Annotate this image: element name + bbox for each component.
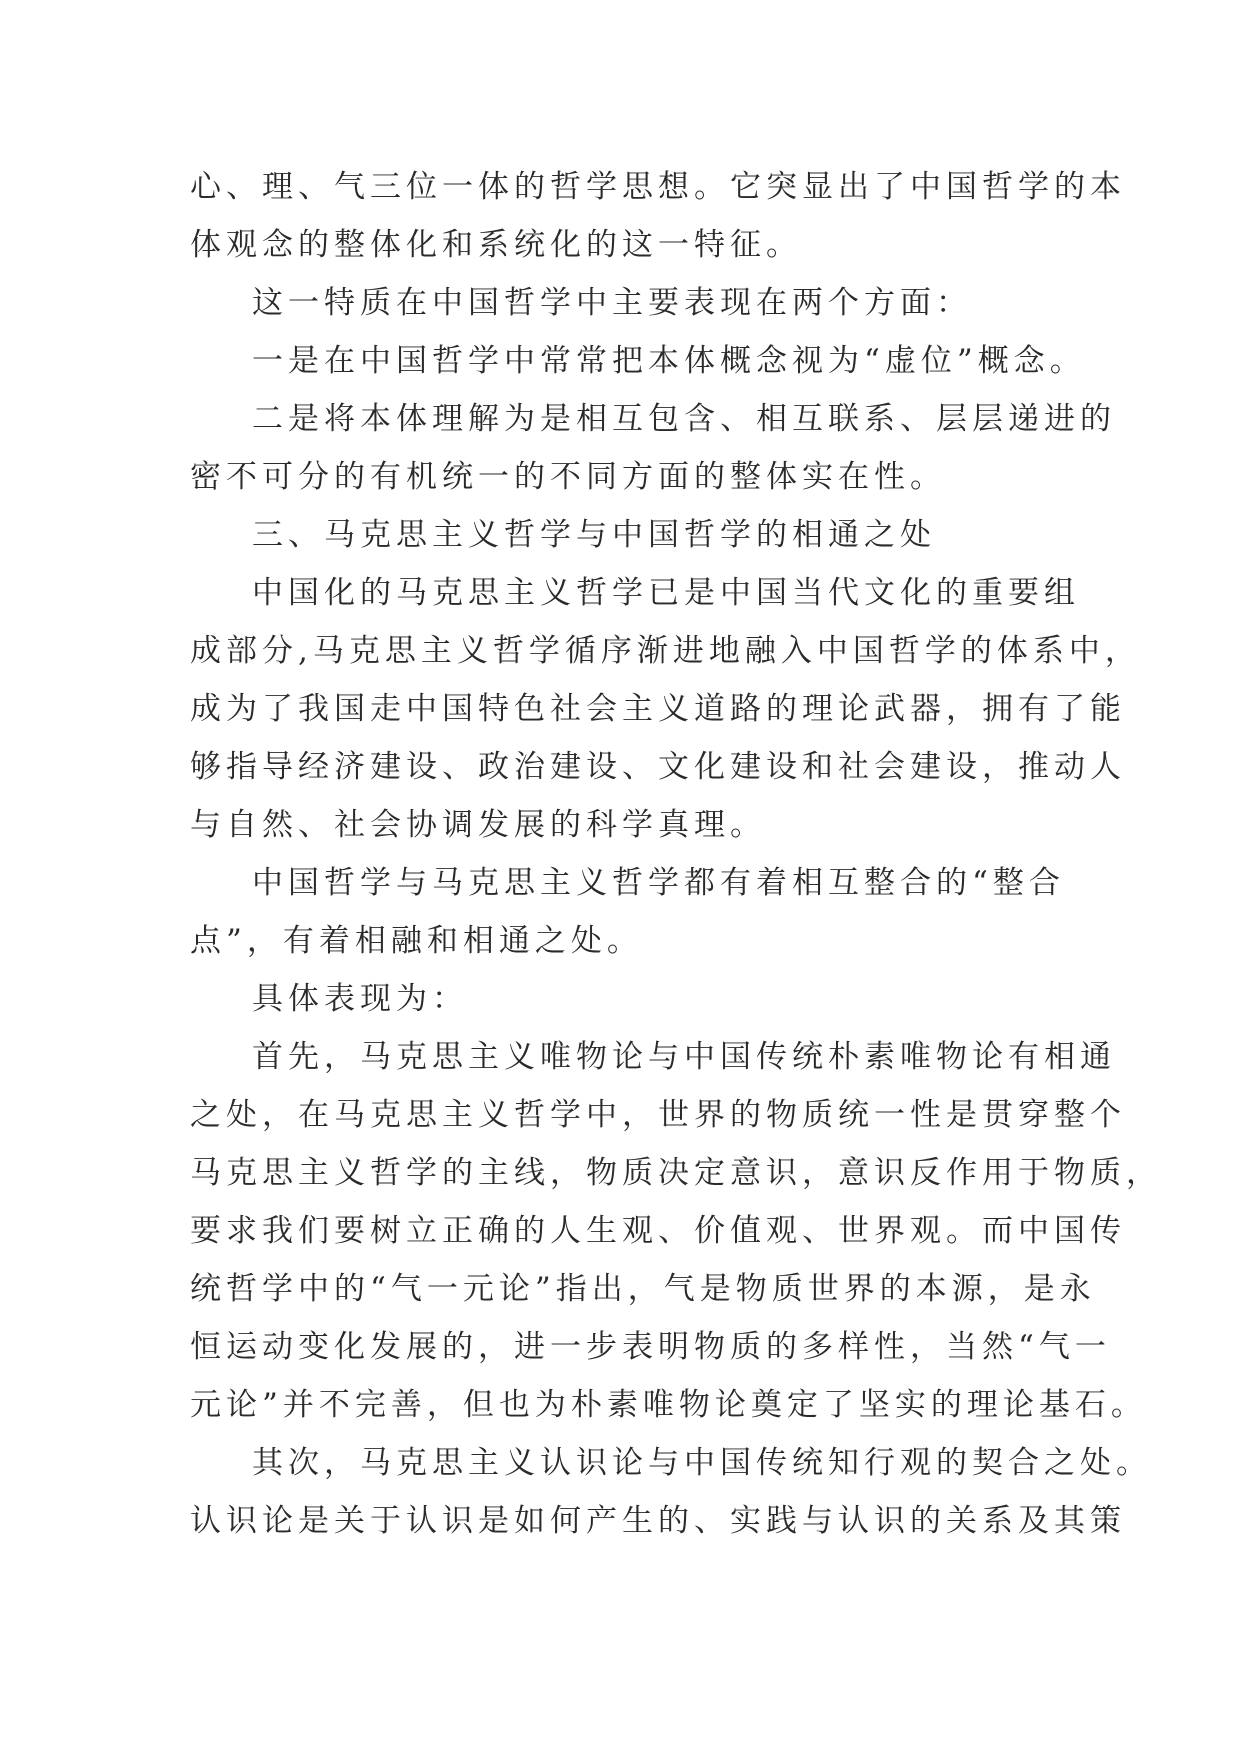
text-line: 与自然、社会协调发展的科学真理。 <box>190 807 766 843</box>
text-line: 首先，马克思主义唯物论与中国传统朴素唯物论有相通 <box>252 1039 1116 1075</box>
text-line: 成部分,马克思主义哲学循序渐进地融入中国哲学的体系中， <box>190 633 1141 669</box>
document-body <box>190 158 1162 1550</box>
section-heading: 三、马克思主义哲学与中国哲学的相通之处 <box>252 517 936 553</box>
text-line: 点”，有着相融和相通之处。 <box>190 923 643 959</box>
text-line: 统哲学中的“气一元论”指出，气是物质世界的本源，是永 <box>190 1271 1096 1307</box>
text-line: 认识论是关于认识是如何产生的、实践与认识的关系及其策 <box>190 1503 1126 1539</box>
text-line: 其次，马克思主义认识论与中国传统知行观的契合之处。 <box>252 1445 1152 1481</box>
text-line: 一是在中国哲学中常常把本体概念视为“虚位”概念。 <box>252 343 1086 379</box>
text-line: 之处，在马克思主义哲学中，世界的物质统一性是贯穿整个 <box>190 1097 1126 1133</box>
text-line: 密不可分的有机统一的不同方面的整体实在性。 <box>190 459 946 495</box>
text-line: 中国哲学与马克思主义哲学都有着相互整合的“整合 <box>252 865 1065 901</box>
text-line: 够指导经济建设、政治建设、文化建设和社会建设，推动人 <box>190 749 1126 785</box>
text-line: 这一特质在中国哲学中主要表现在两个方面： <box>252 285 972 321</box>
text-line: 心、理、气三位一体的哲学思想。它突显出了中国哲学的本 <box>190 169 1126 205</box>
text-line: 具体表现为： <box>252 981 468 1017</box>
text-line: 体观念的整体化和系统化的这一特征。 <box>190 227 802 263</box>
text-line: 马克思主义哲学的主线，物质决定意识，意识反作用于物质， <box>190 1155 1162 1191</box>
text-line: 要求我们要树立正确的人生观、价值观、世界观。而中国传 <box>190 1213 1126 1249</box>
text-line: 恒运动变化发展的，进一步表明物质的多样性，当然“气一 <box>190 1329 1111 1365</box>
text-line: 成为了我国走中国特色社会主义道路的理论武器，拥有了能 <box>190 691 1126 727</box>
text-line: 元论”并不完善，但也为朴素唯物论奠定了坚实的理论基石。 <box>190 1387 1147 1423</box>
text-line: 中国化的马克思主义哲学已是中国当代文化的重要组 <box>252 575 1080 611</box>
text-line: 二是将本体理解为是相互包含、相互联系、层层递进的 <box>252 401 1116 437</box>
